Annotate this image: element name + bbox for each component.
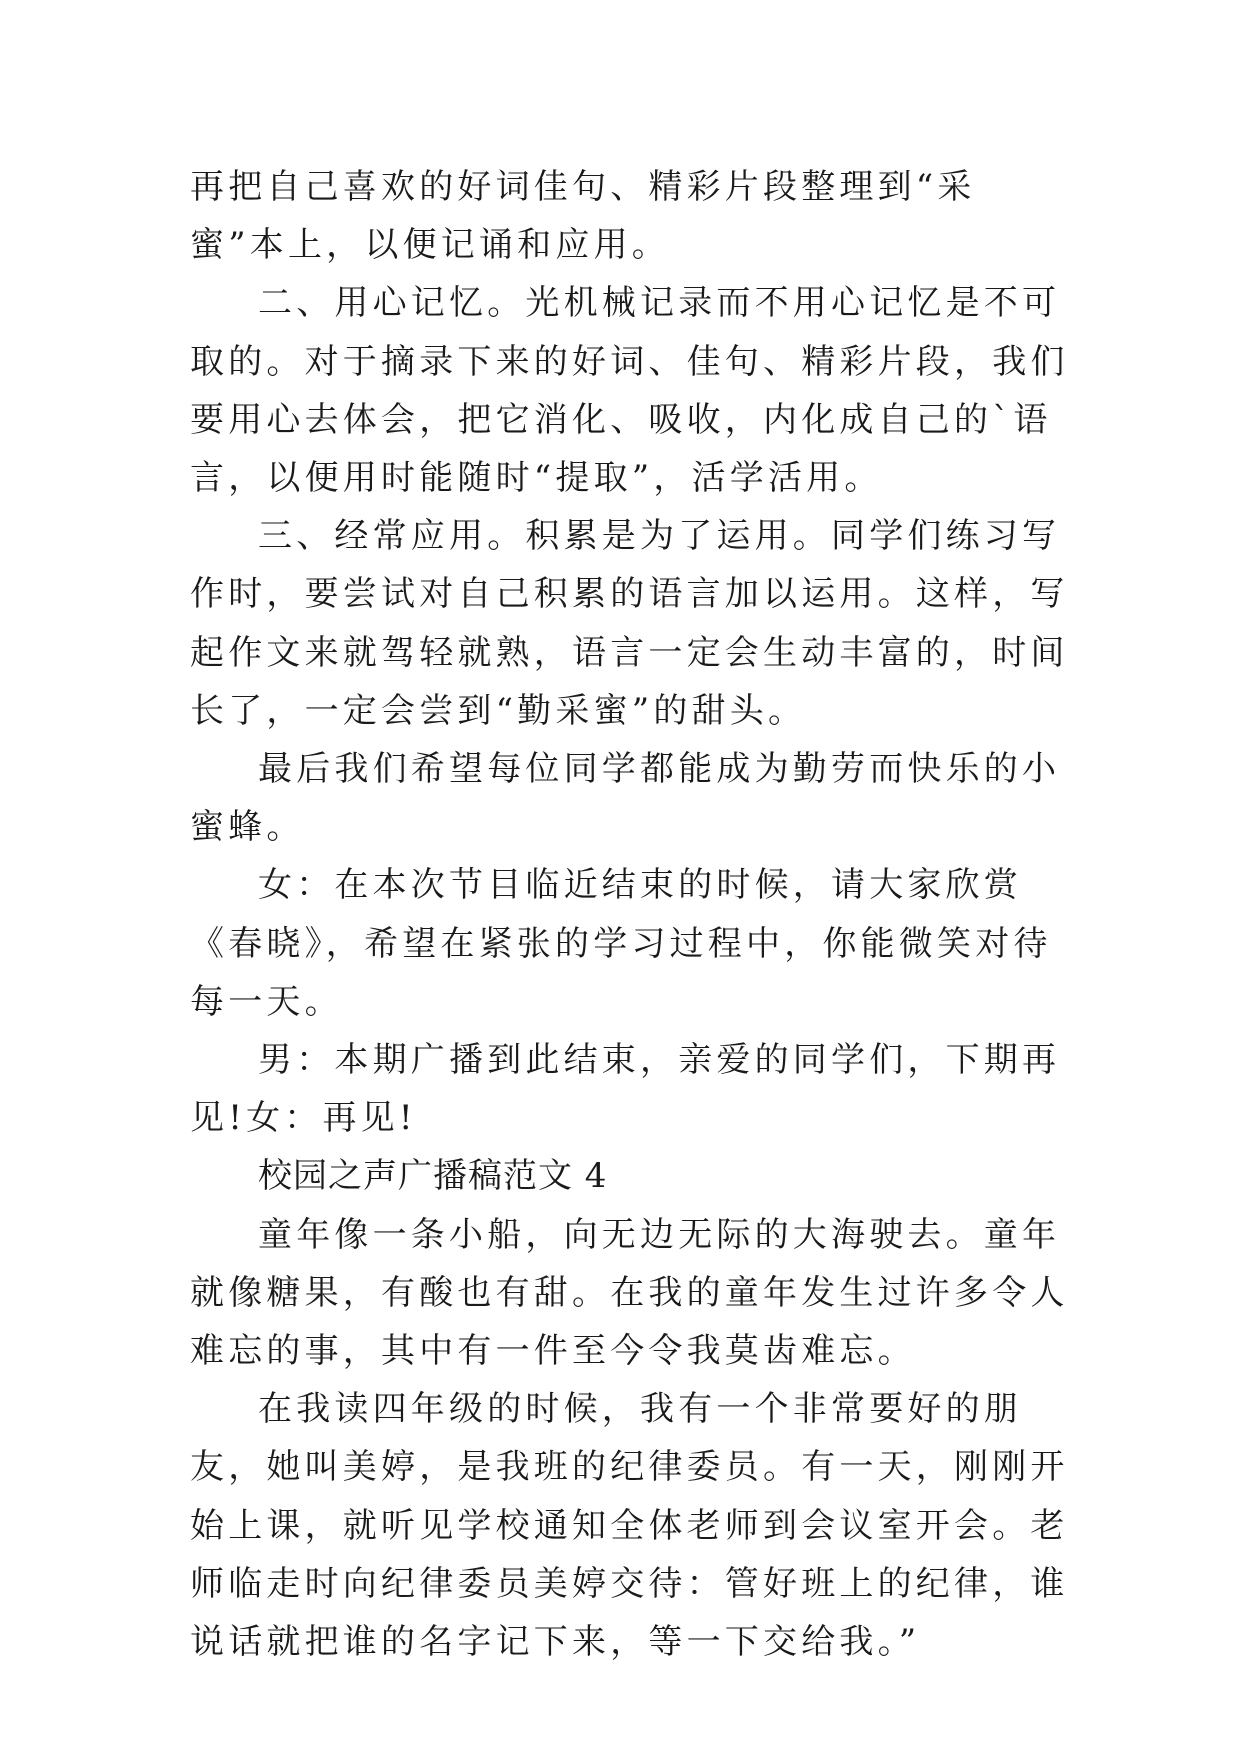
paragraph-4: 最后我们希望每位同学都能成为勤劳而快乐的小蜜蜂。 — [190, 749, 1061, 848]
paragraph-5: 女：在本次节目临近结束的时候，请大家欣赏《春晓》，希望在紧张的学习过程中，你能微笑对待每一天。 — [190, 865, 1052, 1022]
section-heading: 校园之声广播稿范文 4 — [258, 1156, 608, 1197]
paragraph-2: 二、用心记忆。光机械记录而不用心记忆是不可取的。对于摘录下来的好词、佳句、精彩片段，我们要用心去体会，把它消化、吸收，内化成自己的`语言，以便用时能随时“提取”，活学活用。 — [190, 283, 1069, 499]
paragraph-1: 再把自己喜欢的好词佳句、精彩片段整理到“采蜜”本上，以便记诵和应用。 — [190, 167, 976, 266]
document-body — [190, 158, 1070, 1671]
paragraph-6: 男：本期广播到此结束，亲爱的同学们，下期再见!女：再见! — [190, 1040, 1061, 1139]
paragraph-8: 在我读四年级的时候，我有一个非常要好的朋友，她叫美婷，是我班的纪律委员。有一天，刚刚开始上课，就听见学校通知全体老师到会议室开会。老师临走时向纪律委员美婷交待：管好班上的纪律，谁说话就把谁的名字记下来，等一下交给我。” — [190, 1389, 1069, 1663]
paragraph-7: 童年像一条小船，向无边无际的大海驶去。童年就像糖果，有酸也有甜。在我的童年发生过许多令人难忘的事，其中有一件至今令我莫齿难忘。 — [190, 1214, 1069, 1372]
paragraph-3: 三、经常应用。积累是为了运用。同学们练习写作时，要尝试对自己积累的语言加以运用。这样，写起作文来就驾轻就熟，语言一定会生动丰富的，时间长了，一定会尝到“勤采蜜”的甜头。 — [190, 516, 1069, 731]
